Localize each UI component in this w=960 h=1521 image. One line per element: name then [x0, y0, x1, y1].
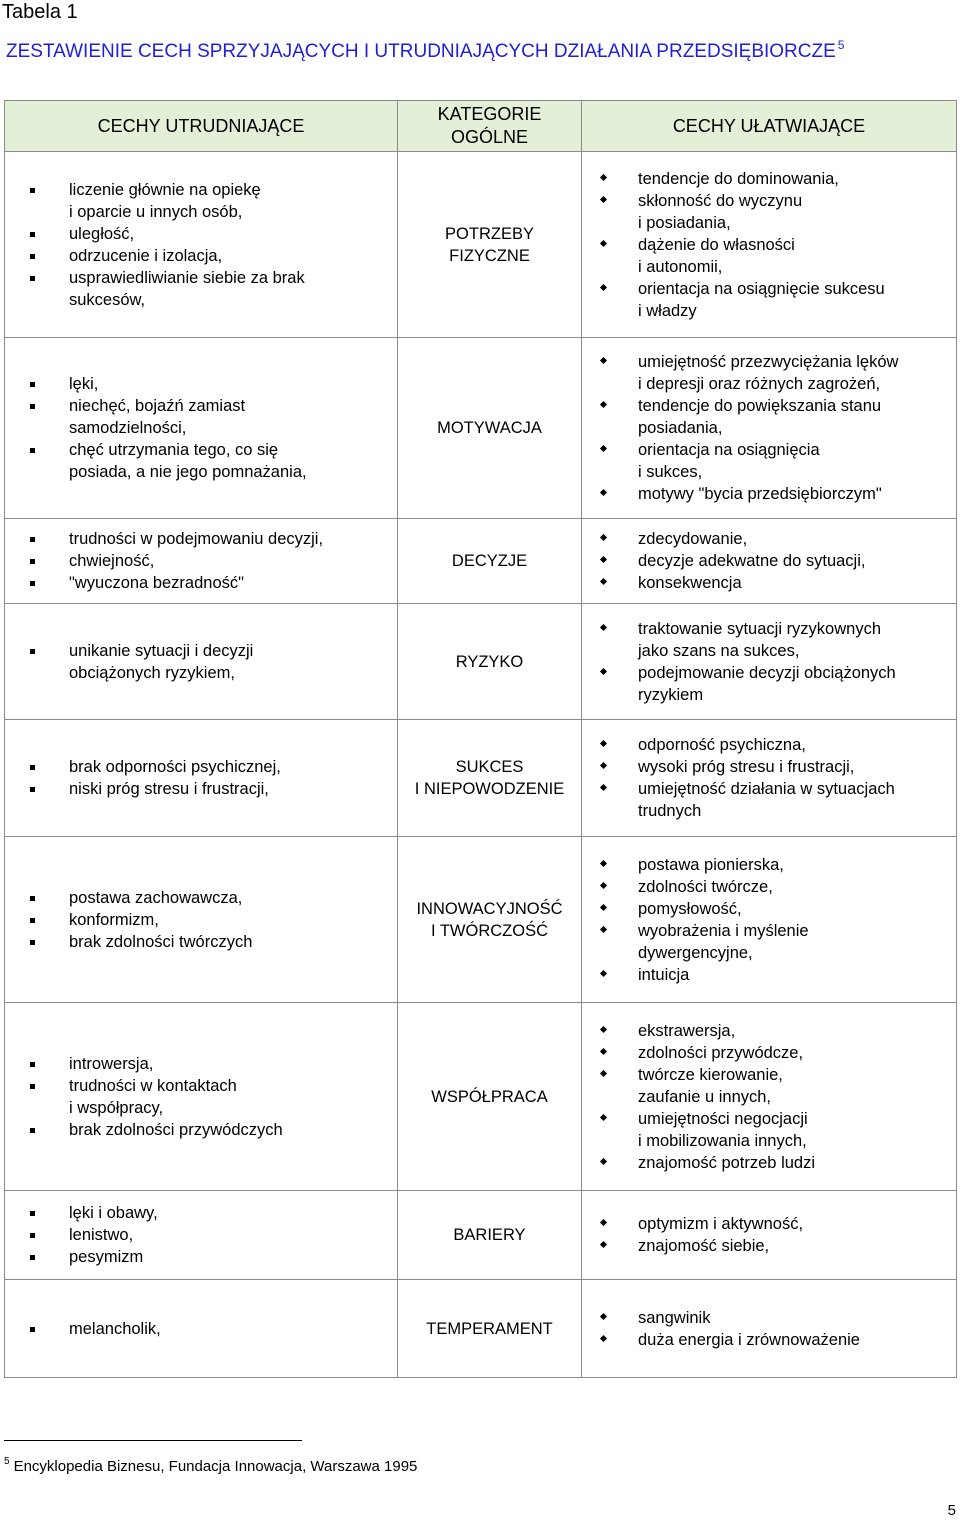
diamond-bullet-icon [598, 234, 610, 256]
list-item-text: zdolności twórcze, [638, 877, 773, 896]
facilitating-traits-list [582, 168, 956, 322]
list-item-text: zdolności przywódcze, [638, 1043, 804, 1062]
list-item-text: traktowanie sytuacji ryzykownych [638, 619, 882, 638]
diamond-bullet-icon [598, 618, 610, 640]
list-item-text: i autonomii, [638, 257, 723, 276]
list-item-text: wyobrażenia i myślenie [638, 921, 809, 940]
list-item [582, 234, 956, 278]
list-item-text: i władzy [638, 301, 697, 320]
diamond-bullet-icon [598, 854, 610, 876]
diamond-bullet-icon [598, 351, 610, 373]
square-bullet-icon [28, 550, 38, 572]
list-item-text: i oparcie u innych osób, [69, 202, 243, 221]
list-item-text: postawa zachowawcza, [69, 888, 243, 907]
hindering-traits-cell [5, 519, 398, 604]
list-item [582, 1213, 956, 1235]
list-item [5, 640, 397, 684]
list-item-text: posiada, a nie jego pomnażania, [69, 463, 307, 481]
list-item-text: podejmowanie decyzji obciążonych [638, 663, 896, 682]
square-bullet-icon [28, 267, 38, 289]
diamond-bullet-icon [598, 395, 610, 417]
hindering-traits-list [5, 1202, 397, 1268]
list-item [5, 1246, 397, 1268]
hindering-traits-list [5, 756, 397, 800]
diamond-bullet-icon [598, 572, 610, 594]
list-item-text: lenistwo, [69, 1226, 134, 1244]
header-hindering-traits: CECHY UTRUDNIAJĄCE [5, 101, 398, 152]
hindering-traits-cell [5, 152, 398, 338]
list-item-text: trudności w podejmowaniu decyzji, [69, 530, 324, 548]
table-row [5, 152, 957, 338]
category-label: INNOWACYJNOŚĆ [416, 899, 563, 918]
table-caption: Tabela 1 [2, 1, 78, 23]
diamond-bullet-icon [598, 756, 610, 778]
hindering-traits-list [5, 887, 397, 953]
category-label: I NIEPOWODZENIE [414, 780, 565, 798]
footnote-ref: 5 [4, 1456, 10, 1467]
diamond-bullet-icon [598, 1042, 610, 1064]
square-bullet-icon [28, 439, 38, 461]
diamond-bullet-icon [598, 528, 610, 550]
list-item [582, 662, 956, 706]
list-item [5, 528, 397, 550]
table-row [5, 338, 957, 519]
diamond-bullet-icon [598, 168, 610, 190]
diamond-bullet-icon [598, 734, 610, 756]
facilitating-traits-list [582, 528, 956, 594]
diamond-bullet-icon [598, 898, 610, 920]
list-item [582, 1108, 956, 1152]
square-bullet-icon [28, 528, 38, 550]
list-item-text: liczenie głównie na opiekę [69, 180, 261, 199]
category-cell [398, 1003, 582, 1191]
list-item-text: sangwinik [638, 1308, 711, 1327]
diamond-bullet-icon [598, 964, 610, 986]
facilitating-traits-list [582, 854, 956, 986]
list-item [5, 572, 397, 594]
list-item [5, 909, 397, 931]
list-item-text: znajomość potrzeb ludzi [638, 1153, 816, 1172]
facilitating-traits-list [582, 1213, 956, 1257]
facilitating-traits-cell [582, 604, 957, 720]
category-label: MOTYWACJA [437, 419, 542, 437]
diamond-bullet-icon [598, 876, 610, 898]
list-item-text: odporność psychiczna, [638, 736, 806, 754]
list-item [582, 778, 956, 822]
square-bullet-icon [28, 245, 38, 267]
list-item-text: ryzykiem [638, 685, 704, 704]
hindering-traits-cell [5, 837, 398, 1003]
category-label: SUKCES [455, 758, 524, 776]
footnote [4, 1452, 417, 1477]
list-item-text: unikanie sytuacji i decyzji [69, 641, 254, 660]
list-item-text: niski próg stresu i frustracji, [69, 780, 269, 798]
category-label: BARIERY [453, 1226, 526, 1244]
list-item-text: orientacja na osiągnięcie sukcesu [638, 279, 885, 298]
list-item [582, 1235, 956, 1257]
table-header-row [5, 101, 957, 152]
category-cell [398, 338, 582, 519]
diamond-bullet-icon [598, 778, 610, 800]
square-bullet-icon [28, 640, 38, 662]
traits-table [4, 100, 957, 1378]
hindering-traits-list [5, 528, 397, 594]
diamond-bullet-icon [598, 1064, 610, 1086]
header-facilitating-traits: CECHY UŁATWIAJĄCE [582, 101, 957, 152]
list-item-text: trudności w kontaktach [69, 1076, 237, 1095]
table-row [5, 1003, 957, 1191]
list-item [582, 1042, 956, 1064]
list-item-text: znajomość siebie, [638, 1237, 770, 1255]
header-categories-line: KATEGORIE [437, 104, 542, 124]
list-item-text: zdecydowanie, [638, 530, 748, 548]
list-item [5, 245, 397, 267]
square-bullet-icon [28, 395, 38, 417]
facilitating-traits-list [582, 1020, 956, 1174]
list-item-text: samodzielności, [69, 419, 187, 437]
list-item-text: twórcze kierowanie, [638, 1065, 783, 1084]
list-item-text: tendencje do dominowania, [638, 169, 839, 188]
facilitating-traits-list [582, 734, 956, 822]
list-item-text: dywergencyjne, [638, 943, 753, 962]
list-item-text: odrzucenie i izolacja, [69, 246, 223, 265]
square-bullet-icon [28, 931, 38, 953]
hindering-traits-cell [5, 338, 398, 519]
diamond-bullet-icon [598, 1152, 610, 1174]
square-bullet-icon [28, 909, 38, 931]
list-item [582, 876, 956, 898]
list-item-text: umiejętność działania w sytuacjach [638, 780, 895, 798]
table-row [5, 604, 957, 720]
facilitating-traits-cell [582, 519, 957, 604]
category-cell [398, 519, 582, 604]
square-bullet-icon [28, 1053, 38, 1075]
list-item-text: "wyuczona bezradność" [69, 574, 244, 592]
list-item-text: lęki, [69, 375, 99, 393]
list-item-text: skłonność do wyczynu [638, 191, 803, 210]
category-cell [398, 1280, 582, 1378]
diamond-bullet-icon [598, 1108, 610, 1130]
table-row [5, 720, 957, 837]
list-item [5, 1119, 397, 1141]
page-title [6, 33, 844, 64]
list-item-text: decyzje adekwatne do sytuacji, [638, 552, 866, 570]
diamond-bullet-icon [598, 483, 610, 505]
list-item [582, 1020, 956, 1042]
list-item [582, 168, 956, 190]
list-item [5, 179, 397, 223]
list-item-text: motywy "bycia przedsiębiorczym" [638, 485, 882, 503]
diamond-bullet-icon [598, 550, 610, 572]
facilitating-traits-list [582, 1307, 956, 1351]
list-item [582, 395, 956, 439]
list-item-text: lęki i obawy, [69, 1204, 158, 1222]
square-bullet-icon [28, 1075, 38, 1097]
square-bullet-icon [28, 572, 38, 594]
list-item [582, 1307, 956, 1329]
list-item-text: dążenie do własności [638, 235, 795, 254]
list-item-text: konformizm, [69, 910, 159, 929]
header-categories-line: OGÓLNE [450, 127, 529, 147]
hindering-traits-cell [5, 604, 398, 720]
list-item [582, 528, 956, 550]
category-label: POTRZEBY [445, 224, 534, 243]
list-item-text: jako szans na sukces, [638, 641, 800, 660]
list-item [582, 483, 956, 505]
hindering-traits-list [5, 640, 397, 684]
list-item-text: umiejętności negocjacji [638, 1109, 808, 1128]
list-item-text: orientacja na osiągnięcia [638, 441, 820, 459]
list-item-text: i posiadania, [638, 213, 731, 232]
square-bullet-icon [28, 1202, 38, 1224]
diamond-bullet-icon [598, 662, 610, 684]
title-text: ZESTAWIENIE CECH SPRZYJAJĄCYCH I UTRUDNIAJĄCYCH DZIAŁANIA PRZEDSIĘBIORCZE [6, 41, 836, 62]
list-item-text: chęć utrzymania tego, co się [69, 441, 279, 459]
list-item-text: umiejętność przezwyciężania lęków [638, 353, 899, 371]
list-item [582, 572, 956, 594]
hindering-traits-cell [5, 1003, 398, 1191]
facilitating-traits-cell [582, 1191, 957, 1280]
diamond-bullet-icon [598, 439, 610, 461]
list-item [5, 223, 397, 245]
list-item-text: wysoki próg stresu i frustracji, [638, 758, 855, 776]
list-item-text: sukcesów, [69, 290, 146, 309]
list-item-text: chwiejność, [69, 552, 155, 570]
list-item-text: i mobilizowania innych, [638, 1131, 807, 1150]
square-bullet-icon [28, 1246, 38, 1268]
list-item [582, 1064, 956, 1108]
list-item [582, 278, 956, 322]
diamond-bullet-icon [598, 1329, 610, 1351]
list-item [5, 1202, 397, 1224]
hindering-traits-list [5, 179, 397, 311]
list-item-text: i depresji oraz różnych zagrożeń, [638, 375, 881, 393]
list-item-text: konsekwencja [638, 574, 742, 592]
list-item [5, 439, 397, 483]
list-item [582, 190, 956, 234]
diamond-bullet-icon [598, 1213, 610, 1235]
square-bullet-icon [28, 1224, 38, 1246]
table-row [5, 1280, 957, 1378]
list-item [5, 756, 397, 778]
category-label: TEMPERAMENT [426, 1319, 553, 1338]
list-item-text: optymizm i aktywność, [638, 1215, 804, 1233]
facilitating-traits-cell [582, 1003, 957, 1191]
list-item [5, 373, 397, 395]
square-bullet-icon [28, 1119, 38, 1141]
list-item-text: introwersja, [69, 1054, 154, 1073]
square-bullet-icon [28, 887, 38, 909]
square-bullet-icon [28, 1318, 38, 1340]
square-bullet-icon [28, 223, 38, 245]
list-item [5, 931, 397, 953]
list-item [582, 439, 956, 483]
list-item [582, 854, 956, 876]
list-item-text: pomysłowość, [638, 899, 742, 918]
list-item-text: usprawiedliwianie siebie za brak [69, 268, 305, 287]
list-item-text: obciążonych ryzykiem, [69, 663, 235, 682]
category-label: WSPÓŁPRACA [431, 1087, 548, 1106]
list-item [5, 778, 397, 800]
list-item [582, 550, 956, 572]
facilitating-traits-list [582, 351, 956, 505]
category-cell [398, 604, 582, 720]
list-item-text: uległość, [69, 224, 135, 243]
list-item [582, 898, 956, 920]
list-item-text: brak zdolności przywódczych [69, 1120, 283, 1139]
hindering-traits-cell [5, 1191, 398, 1280]
list-item [582, 351, 956, 395]
header-general-categories [398, 101, 582, 152]
footnote-text: Encyklopedia Biznesu, Fundacja Innowacja, Warszawa 1995 [13, 1458, 418, 1475]
list-item [5, 1053, 397, 1075]
category-cell [398, 1191, 582, 1280]
category-label: I TWÓRCZOŚĆ [430, 921, 549, 940]
list-item-text: tendencje do powiększania stanu [638, 397, 882, 415]
diamond-bullet-icon [598, 1235, 610, 1257]
list-item [5, 1318, 397, 1340]
diamond-bullet-icon [598, 190, 610, 212]
category-cell [398, 152, 582, 338]
list-item [582, 920, 956, 964]
list-item-text: i sukces, [638, 463, 703, 481]
diamond-bullet-icon [598, 920, 610, 942]
facilitating-traits-cell [582, 152, 957, 338]
category-label: RYZYKO [455, 652, 524, 671]
list-item [5, 395, 397, 439]
list-item [5, 1075, 397, 1119]
diamond-bullet-icon [598, 1307, 610, 1329]
list-item-text: niechęć, bojaźń zamiast [69, 397, 246, 415]
diamond-bullet-icon [598, 278, 610, 300]
category-label: FIZYCZNE [449, 246, 530, 265]
category-cell [398, 837, 582, 1003]
square-bullet-icon [28, 778, 38, 800]
facilitating-traits-cell [582, 720, 957, 837]
list-item [5, 550, 397, 572]
hindering-traits-list [5, 1053, 397, 1141]
facilitating-traits-cell [582, 837, 957, 1003]
page-number: 5 [947, 1502, 956, 1519]
traits-table-body [5, 101, 957, 1378]
table-row [5, 519, 957, 604]
list-item-text: melancholik, [69, 1319, 161, 1338]
list-item-text: posiadania, [638, 419, 723, 437]
hindering-traits-list [5, 373, 397, 483]
category-cell [398, 720, 582, 837]
list-item-text: brak zdolności twórczych [69, 932, 253, 951]
list-item-text: ekstrawersja, [638, 1021, 736, 1040]
footnote-separator [4, 1440, 302, 1441]
title-footnote-ref: 5 [837, 38, 845, 52]
hindering-traits-cell [5, 720, 398, 837]
list-item-text: brak odporności psychicznej, [69, 758, 281, 776]
facilitating-traits-list [582, 618, 956, 706]
list-item [582, 734, 956, 756]
facilitating-traits-cell [582, 338, 957, 519]
hindering-traits-cell [5, 1280, 398, 1378]
list-item [5, 1224, 397, 1246]
list-item [582, 618, 956, 662]
category-label: DECYZJE [451, 552, 528, 570]
square-bullet-icon [28, 756, 38, 778]
list-item [5, 887, 397, 909]
list-item [582, 964, 956, 986]
facilitating-traits-cell [582, 1280, 957, 1378]
list-item-text: trudnych [638, 802, 702, 820]
list-item-text: i współpracy, [69, 1098, 164, 1117]
list-item-text: intuicja [638, 965, 690, 984]
square-bullet-icon [28, 373, 38, 395]
list-item [582, 1329, 956, 1351]
list-item-text: pesymizm [69, 1248, 144, 1266]
square-bullet-icon [28, 179, 38, 201]
list-item-text: postawa pionierska, [638, 855, 784, 874]
list-item [582, 756, 956, 778]
hindering-traits-list [5, 1318, 397, 1340]
table-row [5, 837, 957, 1003]
list-item [582, 1152, 956, 1174]
table-row [5, 1191, 957, 1280]
list-item-text: duża energia i zrównoważenie [638, 1330, 860, 1349]
list-item [5, 267, 397, 311]
diamond-bullet-icon [598, 1020, 610, 1042]
list-item-text: zaufanie u innych, [638, 1087, 772, 1106]
